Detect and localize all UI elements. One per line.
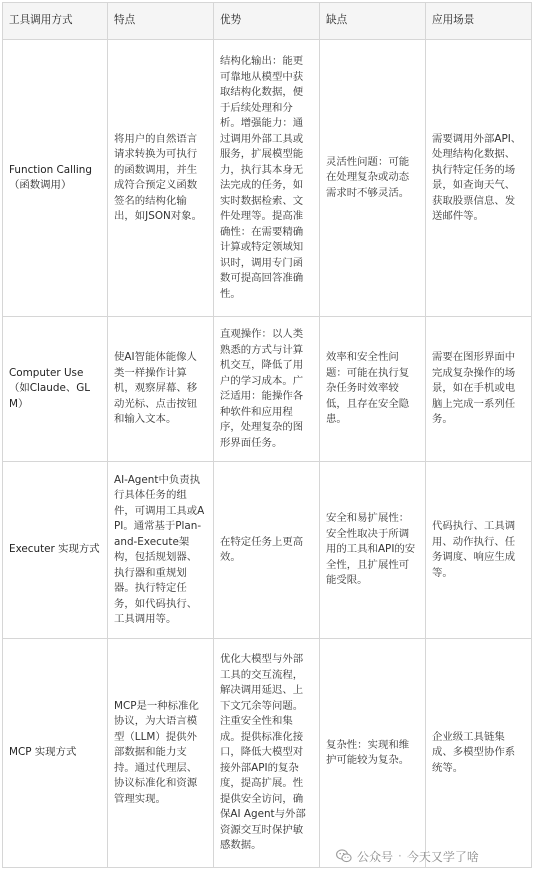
header-method: 工具调用方式 [3, 3, 108, 40]
features-cell: 将用户的自然语言请求转换为可执行的函数调用，并生成符合预定义函数签名的结构化输出，如JSON对象。 [108, 40, 214, 317]
table-row-function-calling [3, 40, 532, 317]
table-row-mcp [3, 639, 532, 868]
method-name-sub: （函数调用） [9, 179, 72, 191]
header-advantages: 优势 [214, 3, 320, 40]
method-cell [3, 317, 108, 462]
header-disadvantages: 缺点 [320, 3, 426, 40]
method-name: Executer 实现方式 [9, 543, 100, 556]
scenarios-cell: 企业级工具链集成、多模型协作系统等。 [426, 639, 532, 868]
watermark-platform: 公众号 [357, 849, 394, 864]
scenarios-cell: 需要调用外部API、处理结构化数据、执行特定任务的场景，如查询天气、获取股票信息、发送邮件等。 [426, 40, 532, 317]
disadvantages-cell: 复杂性：实现和维护可能较为复杂。 [320, 639, 426, 868]
watermark-account: 今天又学了啥 [406, 849, 479, 864]
method-name: Function Calling [9, 163, 92, 176]
wechat-logo-icon [336, 849, 352, 863]
advantages-cell: 结构化输出：能更可靠地从模型中获取结构化数据，便于后续处理和分析。增强能力：通过调用外部工具或服务，扩展模型能力，执行其本身无法完成的任务，如实时数据检索、文件处理等。提高准确性：在需要精确计算或特定领域知识时，调用专门函数可提高回答准确性。 [214, 40, 320, 317]
disadvantages-cell: 灵活性问题：可能在处理复杂或动态需求时不够灵活。 [320, 40, 426, 317]
method-name: MCP 实现方式 [9, 746, 77, 759]
advantages-cell: 直观操作：以人类熟悉的方式与计算机交互，降低了用户的学习成本。广泛适用：能操作各种软件和应用程序，处理复杂的图形界面任务。 [214, 317, 320, 462]
table-row-executer [3, 462, 532, 639]
method-cell [3, 639, 108, 868]
scenarios-cell: 需要在图形界面中完成复杂操作的场景，如在手机或电脑上完成一系列任务。 [426, 317, 532, 462]
table-row-computer-use [3, 317, 532, 462]
scenarios-cell: 代码执行、工具调用、动作执行、任务调度、响应生成等。 [426, 462, 532, 639]
method-name: Computer Use（如Claude、GLM） [9, 366, 91, 410]
disadvantages-cell: 安全和易扩展性：安全性取决于所调用的工具和API的安全性，且扩展性可能受限。 [320, 462, 426, 639]
table-header-row [3, 3, 532, 40]
disadvantages-cell: 效率和安全性问题：可能在执行复杂任务时效率较低，且存在安全隐患。 [320, 317, 426, 462]
advantages-cell: 在特定任务上更高效。 [214, 462, 320, 639]
features-cell: MCP是一种标准化协议，为大语言模型（LLM）提供外部数据和能力支持。通过代理层、协议标准化和资源管理实现。 [108, 639, 214, 868]
header-scenarios: 应用场景 [426, 3, 532, 40]
features-cell: AI-Agent中负责执行具体任务的组件，可调用工具或API。通常基于Plan-and-Execute架构，包括规划器、执行器和重规划器。执行特定任务，如代码执行、工具调用等。 [108, 462, 214, 639]
watermark-separator: · [398, 849, 402, 863]
comparison-table [2, 2, 532, 868]
advantages-cell: 优化大模型与外部工具的交互流程，解决调用延迟、上下文冗余等问题。注重安全性和集成。提供标准化接口，降低大模型对接外部API的复杂度，提高扩展。性提供安全访问，确保AI Agent与外部资源交互时保护敏感数据。 [214, 639, 320, 868]
features-cell: 使AI智能体能像人类一样操作计算机，观察屏幕、移动光标、点击按钮和输入文本。 [108, 317, 214, 462]
watermark [336, 846, 479, 866]
header-features: 特点 [108, 3, 214, 40]
method-cell [3, 40, 108, 317]
method-cell [3, 462, 108, 639]
